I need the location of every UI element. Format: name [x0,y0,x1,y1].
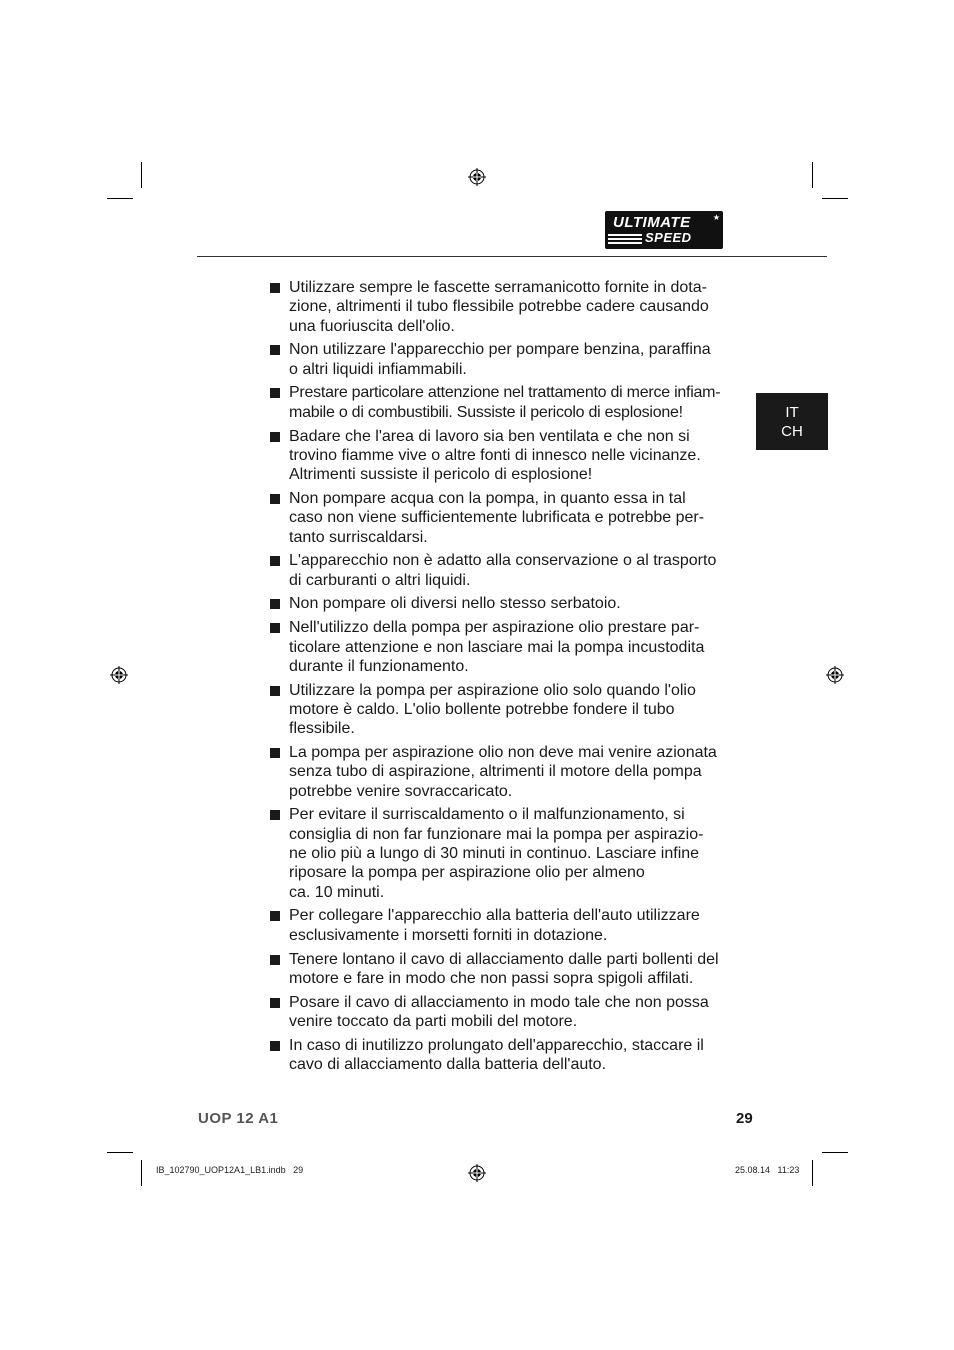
list-item-text: Nell'utilizzo della pompa per aspirazione olio prestare par- ticolare attenzione e non lasciare mai la pompa incustodita durante il funzionamento. [289,619,705,675]
list-item [268,594,734,613]
list-item [268,993,734,1032]
list-item-text: Non pompare acqua con la pompa, in quanto essa in tal caso non viene sufficientemente lubrificata e potrebbe per- tanto surriscaldarsi. [289,489,705,546]
list-item [268,743,734,801]
language-tab [756,393,828,450]
square-bullet-icon [270,911,280,921]
list-item [268,427,734,485]
square-bullet-icon [270,345,280,355]
logo-line2: SPEED [645,230,692,245]
list-item-text: Utilizzare la pompa per aspirazione olio solo quando l'olio motore è caldo. L'olio bollente potrebbe fondere il tubo flessibile. [289,681,696,738]
crop-mark [822,198,848,199]
square-bullet-icon [270,1041,280,1051]
list-item-text: Non utilizzare l'apparecchio per pompare benzina, paraffina o altri liquidi infiammabili. [289,341,711,378]
model-number: UOP 12 A1 [198,1110,279,1127]
square-bullet-icon [270,686,280,696]
list-item [268,383,734,422]
list-item-text: Utilizzare sempre le fascette serramanicotto fornite in dota- zione, altrimenti il tubo flessibile potrebbe cadere causando una fuoriuscita dell'olio. [289,279,709,335]
print-slug-datetime: 25.08.14 11:23 [735,1165,800,1175]
list-item-text: Posare il cavo di allacciamento in modo tale che non possa venire toccato da parti mobili del motore. [289,993,709,1030]
square-bullet-icon [270,388,280,398]
list-item [268,551,734,590]
crop-mark [822,1152,848,1153]
list-item-text: Per collegare l'apparecchio alla batteria dell'auto utilizzare esclusivamente i morsetti forniti in dotazione. [289,907,700,944]
page-number: 29 [736,1110,753,1127]
list-item [268,340,734,379]
list-item-text: Non pompare oli diversi nello stesso serbatoio. [289,595,621,613]
list-item [268,906,734,945]
square-bullet-icon [270,955,280,965]
list-item-text: In caso di inutilizzo prolungato dell'apparecchio, staccare il cavo di allacciamento dalla batteria dell'auto. [289,1036,704,1073]
crop-mark [107,1152,133,1153]
list-item-text: Prestare particolare attenzione nel trattamento di merce infiam- mabile o di combustibili. Sussiste il pericolo di esplosione! [289,384,721,421]
language-code-it: IT [785,403,799,421]
crop-mark [141,162,142,188]
crop-mark [141,1160,142,1186]
print-slug-file: IB_102790_UOP12A1_LB1.indb 29 [156,1165,304,1175]
list-item [268,489,734,547]
logo-line1: ULTIMATE [613,214,691,231]
list-item-text: Per evitare il surriscaldamento o il malfunzionamento, si consiglia di non far funzionare mai la pompa per aspirazio- ne olio più a lungo di 30 minuti in continuo. Lasciare infine riposare la pompa per aspirazione olio per almeno ca. 10 minuti. [289,806,704,901]
square-bullet-icon [270,283,280,293]
list-item-text: Badare che l'area di lavoro sia ben ventilata e che non si trovino fiamme vive o altre fonti di innesco nelle vicinanze. Altrimenti sussiste il pericolo di esplosione! [289,427,701,484]
list-item-text: La pompa per aspirazione olio non deve mai venire azionata senza tubo di aspirazione, altrimenti il motore della pompa potrebbe venire sovraccaricato. [289,744,717,800]
square-bullet-icon [270,748,280,758]
list-item [268,681,734,739]
header-rule [197,256,827,257]
square-bullet-icon [270,599,280,609]
crop-mark [107,198,133,199]
square-bullet-icon [270,998,280,1008]
list-item [268,1036,734,1075]
safety-instructions-list [268,278,734,1079]
square-bullet-icon [270,494,280,504]
crop-mark [812,1160,813,1186]
ultimate-speed-logo [605,211,723,249]
list-item-text: Tenere lontano il cavo di allacciamento dalle parti bollenti del motore e fare in modo che non passi sopra spigoli affilati. [289,950,719,987]
registration-mark-icon [110,666,128,684]
language-code-ch: CH [781,422,803,440]
logo-stripes [608,232,642,244]
square-bullet-icon [270,432,280,442]
square-bullet-icon [270,556,280,566]
list-item [268,805,734,901]
square-bullet-icon [270,810,280,820]
registration-mark-icon [826,666,844,684]
list-item [268,278,734,336]
list-item [268,950,734,989]
list-item-text: L'apparecchio non è adatto alla conservazione o al trasporto di carburanti o altri liquidi. [289,552,717,589]
crop-mark [812,162,813,188]
square-bullet-icon [270,623,280,633]
registration-mark-icon [468,1164,486,1182]
logo-star-icon: ★ [712,213,720,222]
list-item [268,618,734,676]
registration-mark-icon [468,168,486,186]
